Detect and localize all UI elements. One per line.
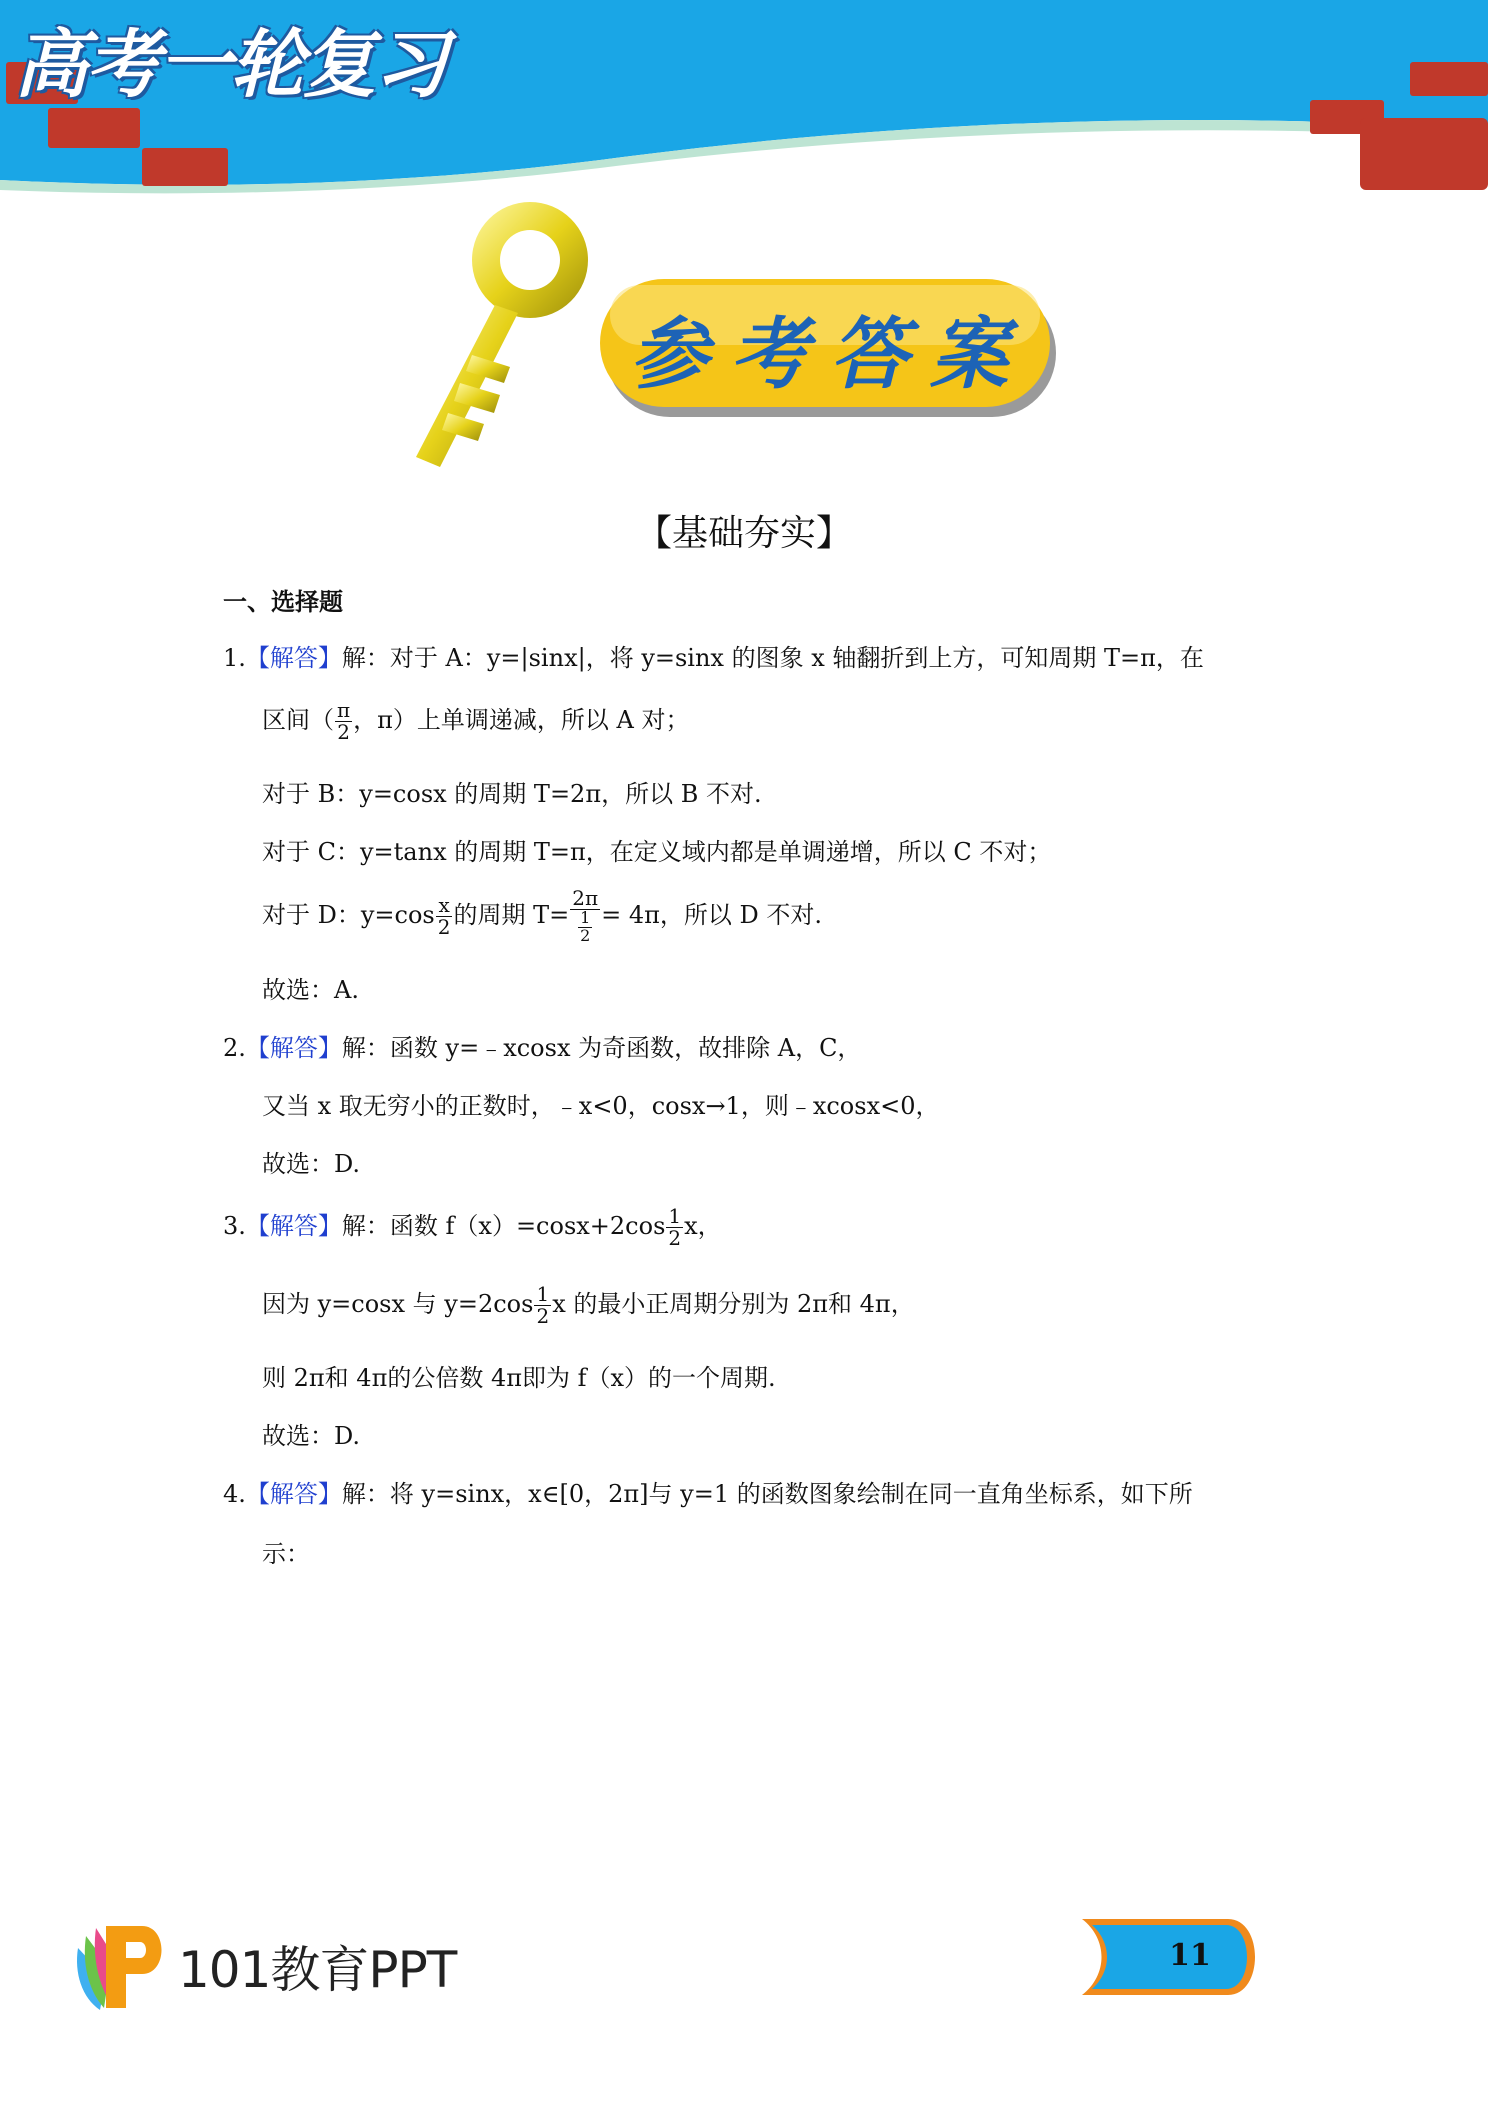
fraction [436, 892, 453, 939]
answer-tag: 【解答】 [245, 1480, 342, 1508]
compound-fraction [570, 888, 600, 945]
q3-text: x， [684, 1212, 722, 1240]
brand-logo-icon [72, 1918, 172, 2013]
fraction-denominator: 2 [437, 914, 451, 939]
q1-line-3: 对于 B：y=cosx 的周期 T=2π，所以 B 不对. [262, 780, 762, 808]
header-title: 高考一轮复习 [14, 22, 446, 108]
fraction-numerator: 2π [572, 886, 599, 910]
q3-line-2 [262, 1284, 915, 1327]
q1-text: 对于 D：y=cos [262, 900, 435, 929]
fraction-numerator: x [438, 892, 450, 917]
q1-line-4: 对于 C：y=tanx 的周期 T=π，在定义域内都是单调递增，所以 C 不对； [262, 838, 1052, 866]
q4-line-1 [223, 1482, 1193, 1506]
fraction [666, 1206, 683, 1249]
page-number: 11 [1169, 1938, 1211, 1973]
sub-heading: 一、选择题 [223, 588, 343, 616]
section-heading: 【基础夯实】 [635, 513, 852, 554]
q3-line-4: 故选：D. [262, 1422, 361, 1450]
fraction-denominator: 2 [668, 1226, 682, 1250]
q3-text: 因为 y=cosx 与 y=2cos [262, 1290, 534, 1318]
inner-fraction [578, 910, 592, 945]
q1-line-2 [262, 700, 690, 743]
q1-line-6: 故选：A. [262, 976, 359, 1004]
question-number: 2. [223, 1034, 246, 1062]
q3-text: x 的最小正周期分别为 2π和 4π， [552, 1290, 915, 1318]
q2-text: 解：函数 y=﹣xcosx 为奇函数，故排除 A，C， [341, 1034, 862, 1062]
question-number: 1. [223, 644, 246, 672]
fraction-numerator: π [337, 698, 351, 722]
answer-tag: 【解答】 [245, 1212, 342, 1240]
fraction-denominator: 2 [580, 925, 591, 945]
q1-line-1 [223, 646, 1204, 670]
q2-line-1 [223, 1036, 861, 1060]
q1-text: 的周期 T= [453, 900, 570, 929]
answer-tag: 【解答】 [245, 644, 342, 672]
q1-text: 解：对于 A：y=|sinx|，将 y=sinx 的图象 x 轴翻折到上方，可知周期 T=π，在 [341, 644, 1204, 672]
q1-line-5 [262, 888, 822, 945]
fraction [534, 1284, 551, 1327]
q1-text: 区间（ [262, 706, 334, 734]
q1-text: ，π）上单调递减，所以 A 对； [353, 706, 690, 734]
q3-line-3: 则 2π和 4π的公倍数 4π即为 f（x）的一个周期. [262, 1364, 776, 1392]
fraction-denominator: 2 [337, 720, 350, 744]
q4-line-2: 示： [262, 1540, 310, 1568]
question-number: 4. [223, 1480, 246, 1508]
key-icon [400, 195, 620, 475]
answer-title: 参考答案 [629, 309, 1030, 400]
q2-line-3: 故选：D. [262, 1150, 361, 1178]
q4-text: 解：将 y=sinx，x∈[0，2π]与 y=1 的函数图象绘制在同一直角坐标系，如下所 [341, 1480, 1193, 1508]
fraction-numerator: 1 [580, 908, 591, 927]
q1-text: = 4π，所以 D 不对. [601, 900, 823, 929]
answer-tag: 【解答】 [245, 1034, 342, 1062]
fraction-denominator [575, 910, 595, 945]
q3-text: 解：函数 f（x）=cosx+2cos [341, 1212, 666, 1240]
fraction-denominator: 2 [536, 1304, 550, 1328]
fraction-numerator: 1 [536, 1282, 550, 1306]
fraction [335, 700, 352, 743]
question-number: 3. [223, 1212, 246, 1240]
footer-brand: 101教育PPT [178, 1941, 457, 1999]
q3-line-1 [223, 1206, 722, 1249]
q2-line-2: 又当 x 取无穷小的正数时，﹣x<0，cosx→1，则﹣xcosx<0， [262, 1092, 940, 1120]
fraction-numerator: 1 [668, 1204, 682, 1228]
